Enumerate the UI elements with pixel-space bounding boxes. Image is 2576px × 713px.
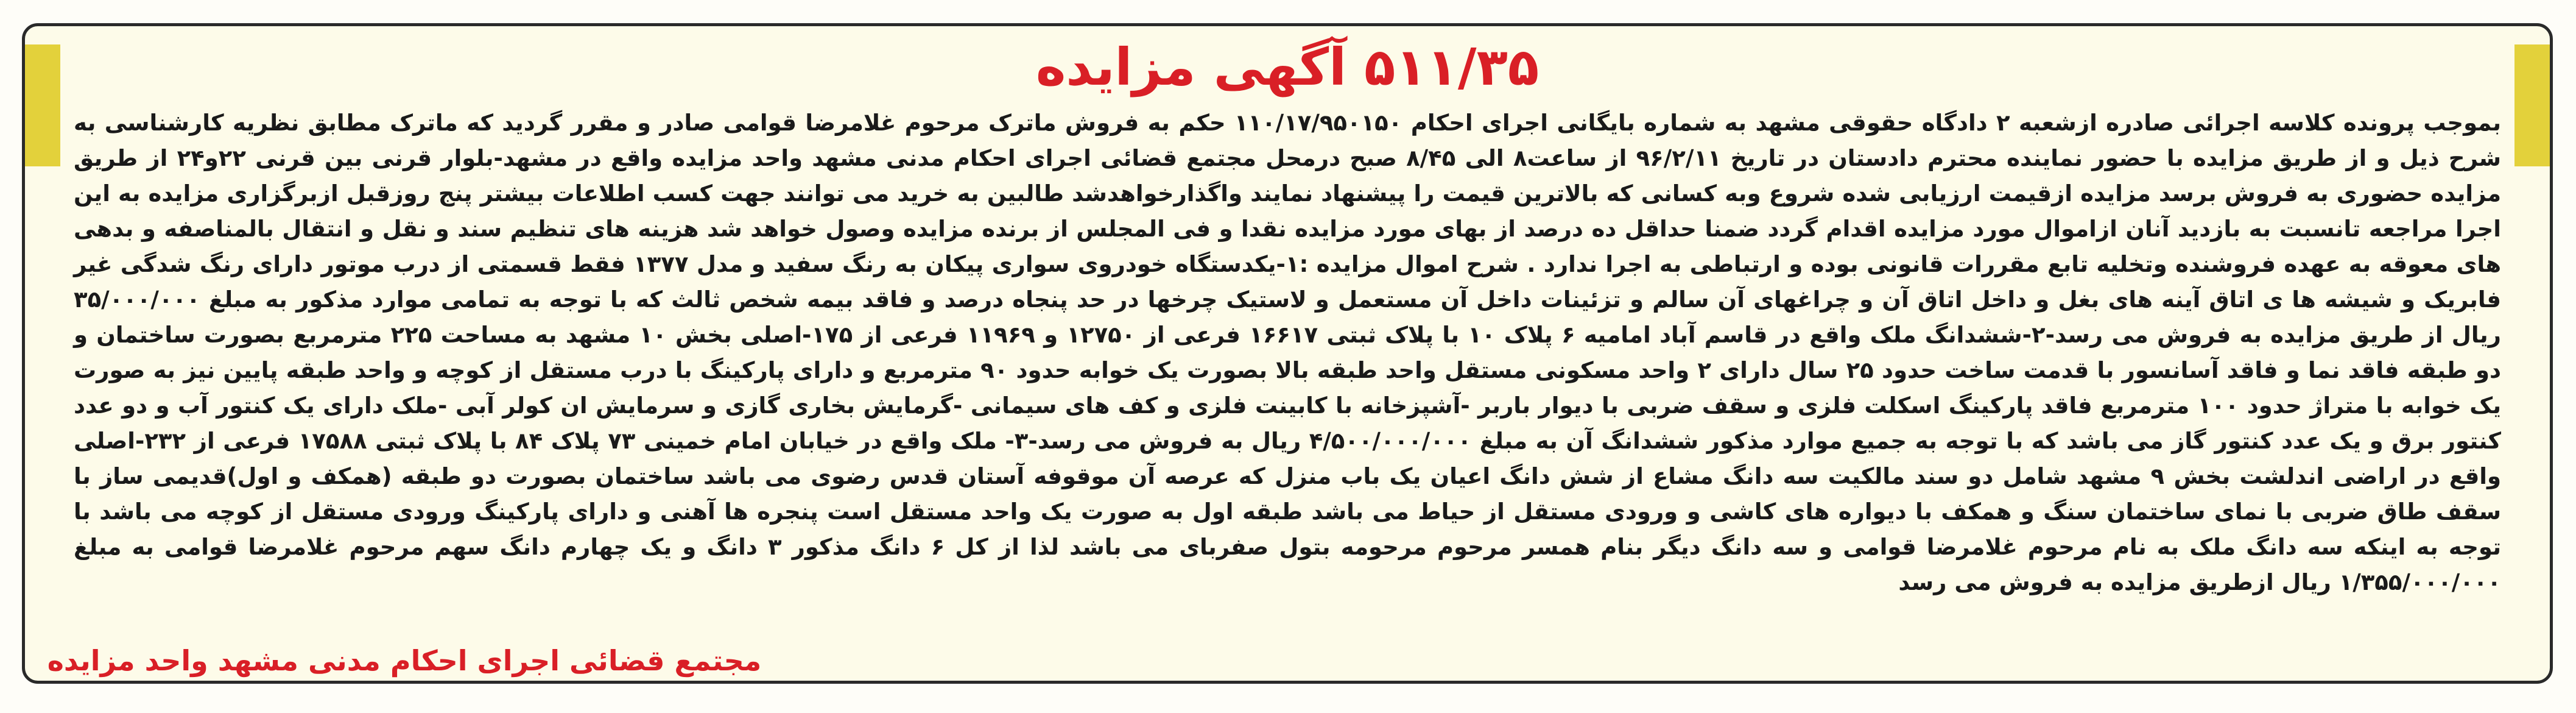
notice-title: ۵۱۱/۳۵ آگهی مزایده	[1035, 37, 1540, 97]
notice-body: بموجب پرونده کلاسه اجرائی صادره ازشعبه ۲ دادگاه حقوقی مشهد به شماره بایگانی اجرای احکام ۱۱۰/۱۷/۹۵۰۱۵۰ حکم به فروش ماترک مرحوم غلامرضا قوامی صادر و مقرر گردید که ماترک مطابق نظریه کارشناسی به شرح ذیل و از طریق مزایده با حضور نماینده محترم دادستان در تاریخ ۹۶/۲/۱۱ از ساعت۸ الی ۸/۴۵ صبح درمحل مجتمع قضائی اجرای احکام مدنی مشهد واحد مزایده واقع در مشهد-بلوار قرنی بین قرنی ۲۲و۲۴ از طریق مزایده حضوری به فروش برسد مزایده ازقیمت ارزیابی شده شروع وبه کسانی که بالاترین قیمت را پیشنهاد نمایند واگذارخواهدشد طالبین به خرید می توانند جهت کسب اطلاعات بیشتر پنج روزقبل ازبرگزاری مزایده به این اجرا مراجعه تانسبت به بازدید آنان ازاموال مورد مزایده اقدام گردد ضمنا حداقل ده درصد از بهای مورد مزایده نقدا و فی المجلس از برنده مزایده وصول خواهد شد هزینه های تنظیم سند و نقل و انتقال بالمناصفه و بدهی های معوقه به عهده فروشنده وتخلیه تابع مقررات قانونی بوده و ارتباطی به اجرا ندارد . شرح اموال مزایده :۱-یکدستگاه خودروی سواری پیکان به رنگ سفید و مدل ۱۳۷۷ فقط قسمتی از درب موتور دارای رنگ شدگی غیر فابریک و شیشه ها ی اتاق آینه های بغل و داخل اتاق آن و چراغهای آن سالم و تزئینات داخل آن مستعمل و لاستیک چرخها در حد پنجاه درصد و فاقد بیمه شخص ثالث که با توجه به تمامی موارد مذکور به مبلغ ۳۵/۰۰۰/۰۰۰ ریال از طریق مزایده به فروش می رسد-۲-ششدانگ ملک واقع در قاسم آباد امامیه ۶ پلاک ۱۰ با پلاک ثبتی ۱۶۶۱۷ فرعی از ۱۲۷۵۰ و ۱۱۹۶۹ فرعی از ۱۷۵-اصلی بخش ۱۰ مشهد به مساحت ۲۲۵ مترمربع بصورت ساختمان و دو طبقه فاقد نما و فاقد آسانسور با قدمت ساخت حدود ۲۵ سال دارای ۲ واحد مسکونی مستقل واحد طبقه بالا بصورت یک خوابه حدود ۹۰ مترمربع و دارای پارکینگ با درب مستقل از کوچه و واحد طبقه پایین نیز به صورت یک خوابه با متراژ حدود ۱۰۰ مترمربع فاقد پارکینگ اسکلت فلزی و سقف ضربی با دیوار باربر -آشپزخانه با کابینت فلزی و کف های سیمانی -گرمایش بخاری گازی و سرمایش ان کولر آبی -ملک دارای یک کنتور آب و دو عدد کنتور برق و یک عدد کنتور گاز می باشد که با توجه به جمیع موارد مذکور ششدانگ آن به مبلغ ۴/۵۰۰/۰۰۰/۰۰۰ ریال به فروش می رسد-۳- ملک واقع در خیابان امام خمینی ۷۳ پلاک ۸۴ با پلاک ثبتی ۱۷۵۸۸ فرعی از ۲۳۲-اصلی واقع در اراضی اندلشت بخش ۹ مشهد شامل دو سند مالکیت سه دانگ مشاع از شش دانگ اعیان یک باب منزل که عرصه آن موقوفه آستان قدس رضوی می باشد ساختمان بصورت دو طبقه (همکف و اول)قدیمی ساز با سقف طاق ضربی با نمای ساختمان سنگ و همکف با دیواره های کاشی و ورودی مستقل از حیاط می باشد طبقه اول به صورت یک واحد مستقل است پنجره ها آهنی و دارای پارکینگ ورودی مستقل از کوچه می باشد با توجه به اینکه سه دانگ ملک به نام مرحوم غلامرضا قوامی و سه دانگ دیگر بنام همسر مرحوم مرحومه بتول صفربای می باشد لذا از کل ۶ دانگ مذکور ۳ دانگ و یک چهارم دانگ سهم مرحوم غلامرضا قوامی به مبلغ ۱/۳۵۵/۰۰۰/۰۰۰ ریال ازطریق مزایده به فروش می رسد	[74, 110, 2502, 595]
notice-frame	[22, 23, 2553, 684]
notice-signature: مجتمع قضائی اجرای احکام مدنی مشهد واحد مزایده	[47, 644, 762, 677]
